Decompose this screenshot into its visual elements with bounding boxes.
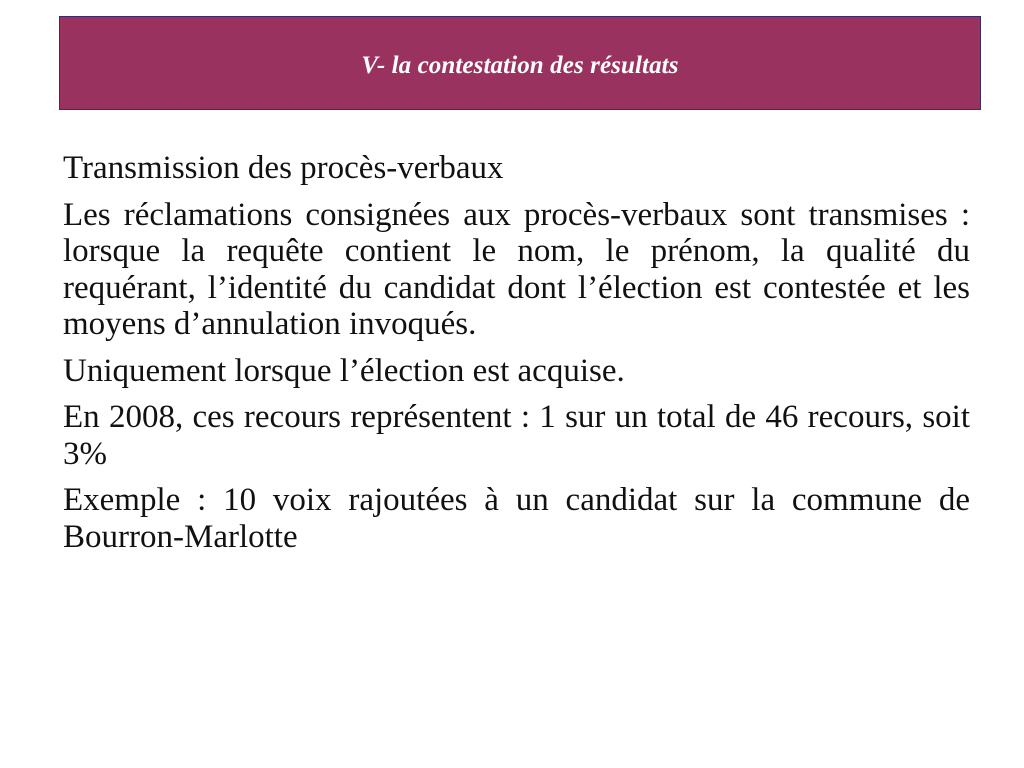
paragraph-transmission: Transmission des procès-verbaux (63, 150, 504, 186)
title-banner (59, 16, 981, 110)
paragraph-exemple: Exemple : 10 voix rajoutées à un candidat sur la commune de Bourron-Marlotte (63, 482, 970, 555)
slide-body (63, 150, 970, 565)
paragraph-uniquement: Uniquement lorsque l’élection est acquise. (63, 352, 625, 389)
paragraph-statistique-2008: En 2008, ces recours représentent : 1 sur un total de 46 recours, soit 3% (63, 399, 970, 472)
slide-title: V- la contestation des résultats (361, 52, 679, 79)
paragraph-reclamations: Les réclamations consignées aux procès-verbaux sont transmises : lorsque la requête contient le nom, le prénom, la qualité du requérant, l’identité du candidat dont l’élection est contestée et les moyens d’annulation invoqués. (63, 196, 970, 342)
